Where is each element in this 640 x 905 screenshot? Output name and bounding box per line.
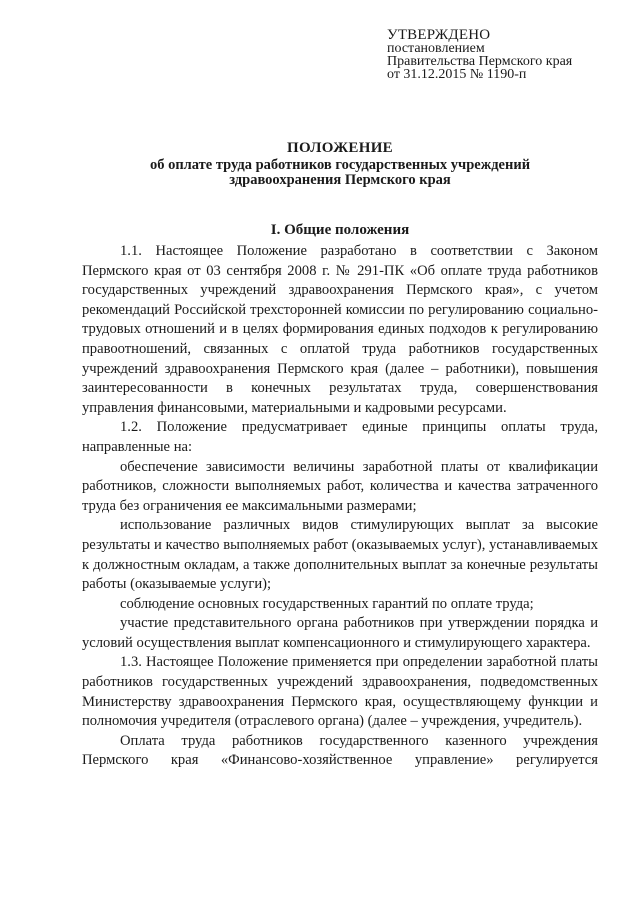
paragraph-1-1: 1.1. Настоящее Положение разработано в соответствии с Законом Пермского края от 03 сентября 2008 г. № 291-ПК «Об оплате труда работников государственных учреждений здравоохранения Пермского края», с учетом рекомендаций Российской трехсторонней комиссии по регулированию социально-трудовых отношений и в целях формирования единых подходов к регулированию правоотношений, связанных с оплатой труда работников государственных учреждений здравоохранения Пермского края (далее – работники), повышения заинтересованности в конечных результатах труда, совершенствования управления финансовыми, материальными и кадровыми ресурсами. [82,243,598,416]
paragraph-principle-3: соблюдение основных государственных гарантий по оплате труда; [120,595,534,612]
paragraph-1-2: 1.2. Положение предусматривает единые принципы оплаты труда, направленные на: [82,419,598,455]
document-subtitle [80,158,600,188]
document-subtitle-line2: здравоохранения Пермского края [229,172,451,188]
paragraph-1-3: 1.3. Настоящее Положение применяется при определении заработной платы работников государственных учреждений здравоохранения, подведомственных Министерству здравоохранения Пермского края, осуществляющему функции и полномочия учредителя (отраслевого органа) (далее – учреждения, учредитель). [82,654,598,730]
paragraph-principle-2: использование различных видов стимулирующих выплат за высокие результаты и качество выполняемых работ (оказываемых услуг), устанавливаемых к должностным окладам, а также дополнительных выплат за конечные результаты работы (оказываемые услуги); [82,517,598,593]
approval-title: УТВЕРЖДЕНО [387,27,491,43]
body-text [82,242,598,771]
section-heading: I. Общие положения [270,222,410,238]
approval-line-date-number: от 31.12.2015 № 1190-п [387,67,527,82]
approval-line-resolution: постановлением [387,41,485,56]
document-subtitle-line1: об оплате труда работников государственных учреждений [149,157,531,173]
paragraph-fku: Оплата труда работников государственного казенного учреждения Пермского края «Финансово-хозяйственное управление» регулируется [82,732,598,769]
approval-stamp [387,29,572,81]
approval-line-government: Правительства Пермского края [387,54,573,69]
paragraph-principle-4: участие представительного органа работников при утверждении порядка и условий осуществления выплат компенсационного и стимулирующего характера. [82,615,598,651]
document-title: ПОЛОЖЕНИЕ [287,140,393,156]
paragraph-principle-1: обеспечение зависимости величины заработной платы от квалификации работников, сложности выполняемых работ, количества и качества затраченного труда без ограничения ее максимальными размерами; [82,458,598,514]
